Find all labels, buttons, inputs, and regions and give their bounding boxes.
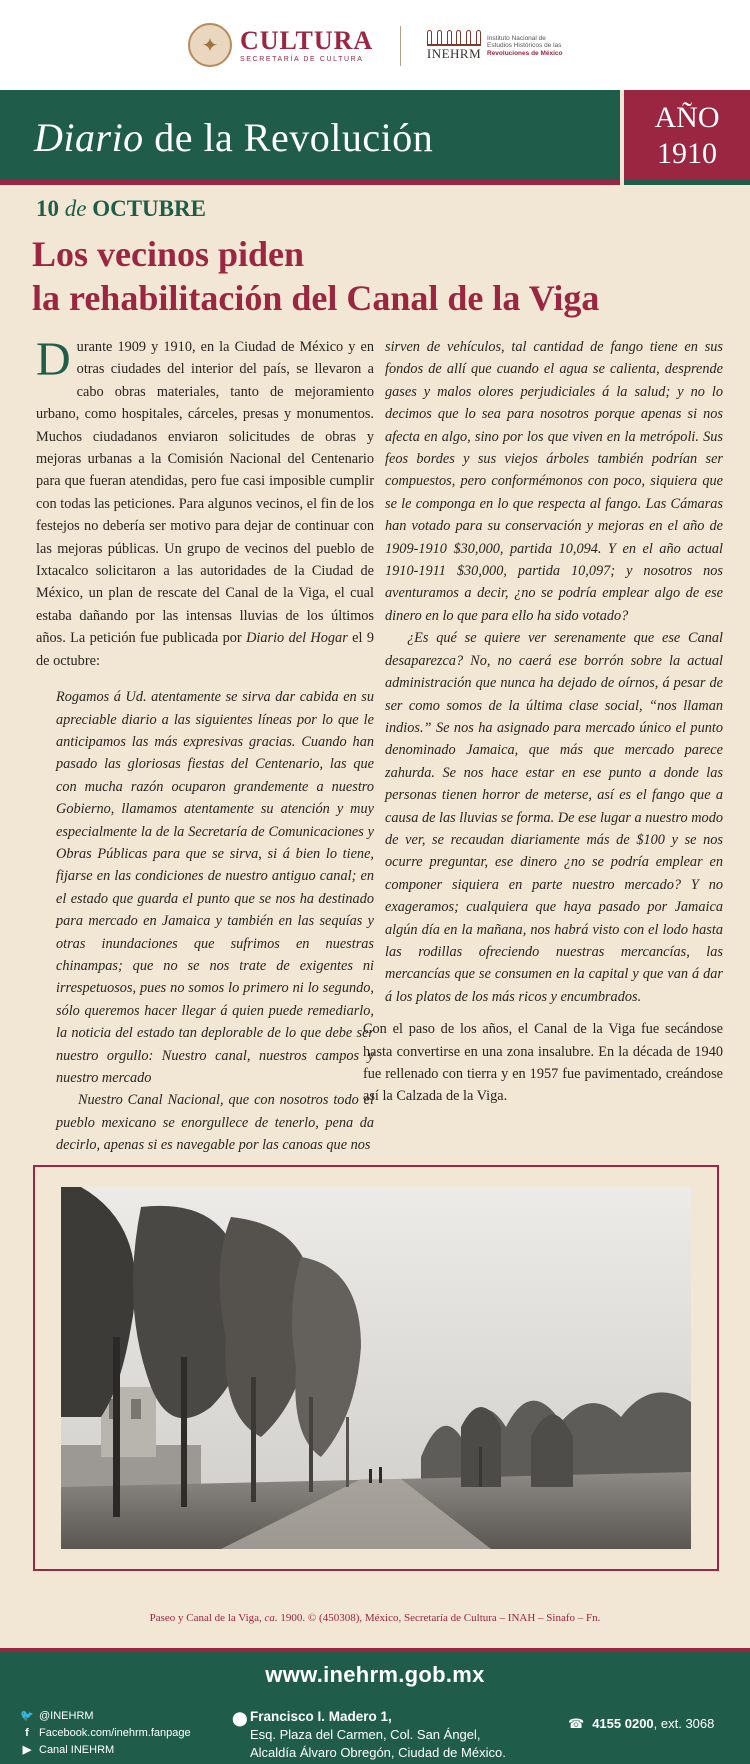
youtube-icon: ▶ bbox=[22, 1744, 32, 1756]
facebook-link[interactable]: f Facebook.com/inehrm.fanpage bbox=[20, 1725, 191, 1742]
map-pin-icon: ⬤ bbox=[232, 1710, 248, 1726]
quote-paragraph-1: Rogamos á Ud. atentamente se sirva dar cabida en su apreciable diario a las siguientes líneas por lo que le anticipamos las más expresivas gracias. Cuando han pasado las gloriosas fiestas del Centenario, las que con mucha razón ocuparon grandemente a nuestro Gobierno, llamamos atentamente su atención y muy especialmente la de la Secretaría de Comunicaciones y Obras Públicas para que se sirva, si á bien lo tiene, fijarse en las condiciones de nuestro antiguo canal; en el estado que guarda el punto que se nos ha destinado para mercado en Jamaica y también en las sequías y otras inundaciones que sufrimos en nuestras chinampas; que no se nos trate de exigentes ni irrespetuosos, pues no somos lo primero ni lo segundo, sólo queremos hacer llegar á quien puede remediarlo, la noticia del estado tan deplorable de lo que debe ser nuestro orgullo: Nuestro canal, nuestros campos y nuestro mercado bbox=[56, 689, 374, 1086]
website-link[interactable]: www.inehrm.gob.mx bbox=[265, 1662, 485, 1687]
article-headline: Los vecinos piden la rehabilitación del Canal de la Viga bbox=[32, 234, 600, 318]
article-column-right bbox=[363, 336, 723, 1108]
social-links bbox=[20, 1708, 191, 1759]
phone-number[interactable]: ☎ 4155 0200, ext. 3068 bbox=[568, 1716, 715, 1731]
footer bbox=[0, 1648, 750, 1764]
year-stripe bbox=[624, 180, 750, 185]
year-label: AÑO bbox=[654, 101, 720, 134]
facebook-icon: f bbox=[25, 1727, 29, 1739]
logo-divider bbox=[400, 26, 401, 66]
article-column-left bbox=[36, 333, 374, 1157]
publication-title: Diario de la Revolución bbox=[34, 115, 434, 160]
inehrm-building-icon bbox=[427, 30, 481, 62]
banner-stripe bbox=[0, 180, 620, 185]
year-value: 1910 bbox=[657, 137, 717, 170]
article-date: 10 de OCTUBRE bbox=[36, 196, 206, 221]
historical-photo-canal-de-la-viga bbox=[61, 1187, 691, 1549]
quote-paragraph-2-cont: sirven de vehículos, tal cantidad de fango tiene en sus fondos de allí que cuando el agua se calienta, desprende gases y malos olores perjudiciales á la salud; y no lo decimos que lo sea para nosotros porque apenas si nos afecta en algo, sino por los que viven en la metrópoli. Sus feos bordes y sus viejos árboles también podrían ser compuestos, pero conformémonos con poco, siquiera que se le componga en lo que respecta al fango. Las Cámaras han votado para su conservación y mejoras en el año de 1909-1910 $30,000, partida 10,094. Y en el año actual 1910-1911 $30,000, partida 10,097; y nosotros nos aventuramos a decir, ¿no se podría emplear algo de ese dinero en lo que para ello ha sido votado? bbox=[385, 339, 723, 624]
article-intro: Durante 1909 y 1910, en la Ciudad de México y en otras ciudades del interior del país, se llevaron a cabo obras materiales, tanto de mejoramiento urbano, como hospitales, cárceles, presas y monumentos. Muchos ciudadanos enviaron solicitudes de obras y mejoras urbanas a la Comisión Nacional del Centenario para que fueran atendidas, pero fue casi imposible cumplir con todas las peticiones. Para algunos vecinos, el fin de los festejos no debería ser motivo para dejar de continuar con las mejoras públicas. Un grupo de vecinos del pueblo de Ixtacalco solicitaron a las autoridades de la Ciudad de México, un plan de rescate del Canal de la Viga, el cual estaba dañando por las intensas lluvias de los últimos años. La petición fue publicada por Diario del Hogar el 9 de octubre: bbox=[36, 333, 374, 669]
inehrm-logo[interactable] bbox=[427, 29, 587, 63]
inehrm-wordmark: INEHRM bbox=[426, 46, 482, 61]
drop-cap: D bbox=[36, 333, 71, 386]
quote-paragraph-3: ¿Es qué se quiere ver serenamente que ese Canal desaparezca? No, no caerá ese borrón sobre la actual administración que nunca ha dejado de oírnos, á pesar de ser como somos de la última clase social, “nos llaman indios.” Se nos ha asignado para mercado único el punto denominado Jamaica, que más que mercado parece zahurda. Se nos hace estar en ese punto a donde las personas tienen horror de meterse, así es el fango que a causa de las lluvias se forma. De ese lugar a nuestro modo de ver, se recaudan diariamente más de $100 y se nos ocurre preguntar, ese dinero ¿no se podría emplear en componer siquiera en parte nuestro mercado? Y no exageramos; cualquiera que haya pasado por Jamaica algún día en la mañana, nos habrá visto con el lodo hasta las rodillas ofreciendo nuestras mercancías, las mercancías que se consumen en la capital y que van á dar á los platos de los más ricos y encumbrados. bbox=[385, 630, 723, 1005]
closing-paragraph: Con el paso de los años, el Canal de la Viga fue secándose hasta convertirse en una zona insalubre. En la década de 1940 fue rellenado con tierra y en 1957 fue pavimentado, creándose así la Calzada de la Viga. bbox=[363, 1021, 723, 1105]
cultura-logo[interactable] bbox=[188, 22, 373, 68]
twitter-bird-icon: 🐦 bbox=[20, 1710, 34, 1722]
photo-caption: Paseo y Canal de la Viga, ca. 1900. © (450308), México, Secretaría de Cultura – INAH – Sinafo – Fn. bbox=[149, 1612, 601, 1624]
twitter-link[interactable]: 🐦 @INEHRM bbox=[20, 1708, 191, 1725]
cultura-wordmark: CULTURA bbox=[240, 25, 374, 55]
logo-bar bbox=[0, 0, 750, 90]
phone-icon: ☎ bbox=[568, 1716, 585, 1731]
inehrm-fullname: Instituto Nacional de Estudios Históricos de las Revoluciones de México bbox=[487, 34, 563, 57]
youtube-link[interactable]: ▶ Canal INEHRM bbox=[20, 1742, 191, 1759]
quote-paragraph-2: Nuestro Canal Nacional, que con nosotros todo el pueblo mexicano se enorgullece de tenerlo, pena da decirlo, apenas si es navegable por las canoas que nos bbox=[56, 1092, 374, 1154]
eagle-seal-icon: ✦ bbox=[188, 23, 232, 67]
photo-frame bbox=[33, 1165, 719, 1571]
cultura-subtitle: SECRETARÍA DE CULTURA bbox=[240, 55, 364, 63]
postal-address: ⬤ Francisco I. Madero 1, Esq. Plaza del Carmen, Col. San Ángel, Alcaldía Álvaro Obregón, Ciudad de México. bbox=[232, 1709, 506, 1760]
year-box bbox=[624, 90, 750, 180]
